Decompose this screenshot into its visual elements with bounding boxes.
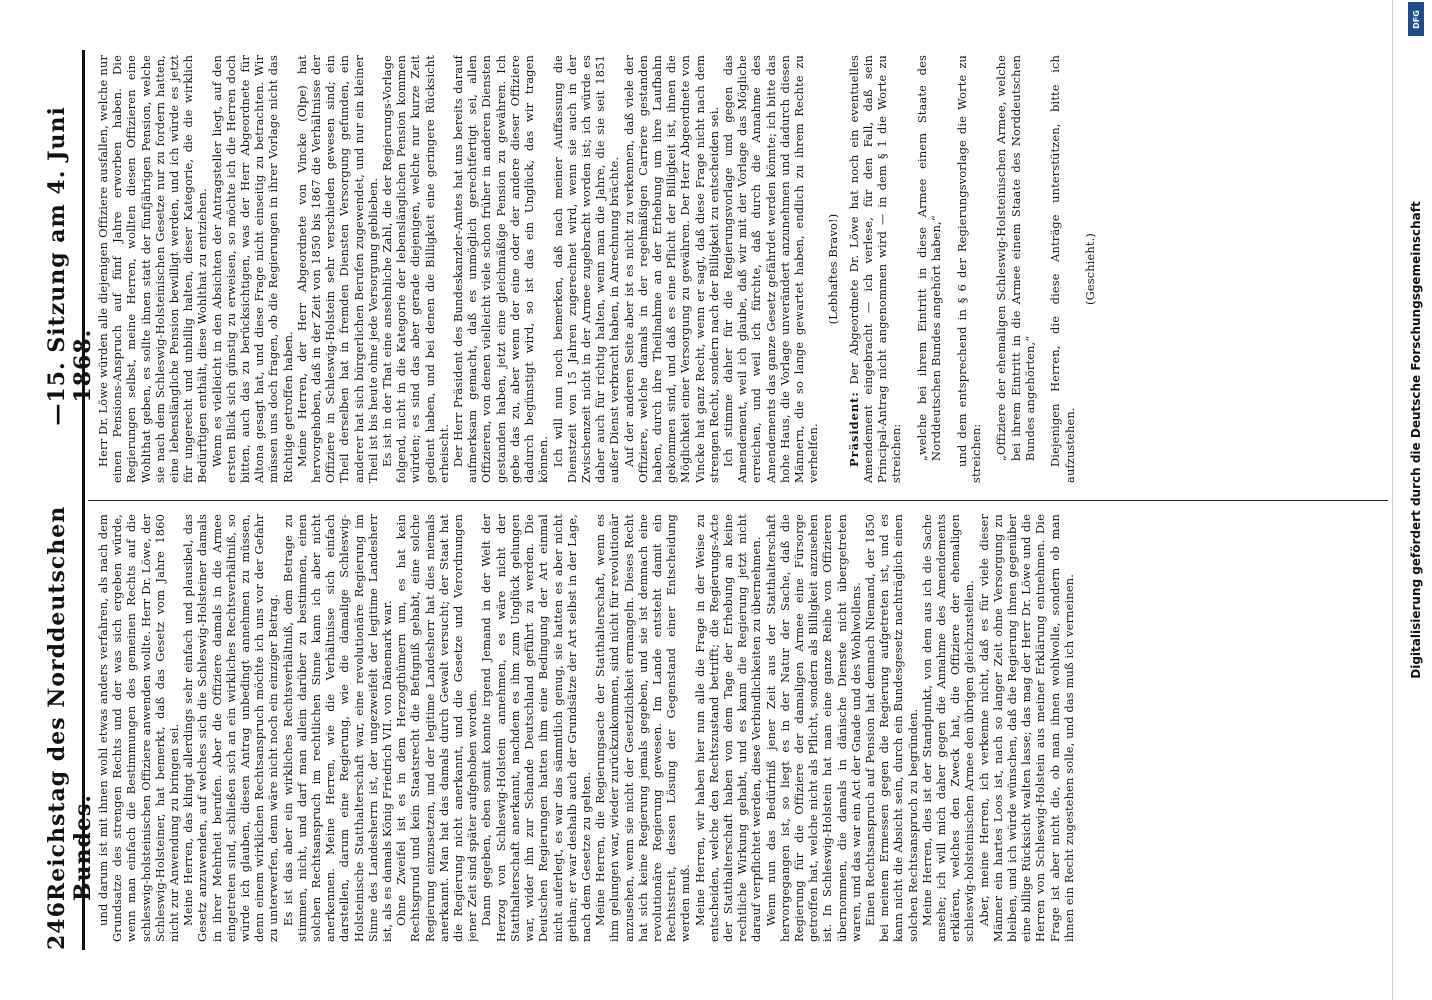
paragraph: Meine Herren, die Regierungsacte der Statthalterschaft, wenn es ihm gelungen war, wieder zurückzukommen, sind nicht für revolutionär anzusehen, wenn sie nicht der Gesetzlichkeit ermangeln. Dieses Recht hat sich keine Regierung jemals gegeben, und sie ist demnach eine revolutionäre Regierung gewesen. Im Lande entsteht damit ein Rechtsstreit, dessen Lösung der Gegenstand einer Entscheidung werden muß. <box>593 514 693 942</box>
speaker-label: Präsident: <box>846 391 861 467</box>
rotated-page <box>36 20 1396 980</box>
paragraph: und darum ist mit ihnen wohl etwas anders verfahren, als nach dem Grundsatze des strengen Rechts und der was sich ergeben würde, wenn man einfach die Bestimmungen des gemeinen Rechts auf die schleswig-holsteinischen Offiziere anwenden wollte. Herr Dr. Löwe, der Schleswig-Holsteiner, hat bemerkt, daß das Gesetz vom Jahre 1860 nicht zur Anwendung zu bringen sei. <box>96 514 182 942</box>
text-column-left <box>96 514 1386 942</box>
closing-note: (Geschieht.) <box>1082 233 1097 306</box>
paragraph: Ich will nun noch bemerken, daß nach meiner Auffassung die Dienstzeit von 15 Jahren zugerechnet wird, wenn sie auch in der Zwischenzeit nicht in der Armee zugebracht worden ist; ich würde es daher auch für richtig halten, wenn man die Jahre, die sie seit 1851 außer Dienst verbracht haben, in Anrechnung brächte. <box>550 55 622 483</box>
paragraph: Meine Herren, dies ist der Standpunkt, von dem aus ich die Sache ansehe; ich will mich daher gegen die Annahme des Amendements erklären, welches den Zweck hat, die Offiziere der ehemaligen schleswig-holsteinischen Armee den übrigen gleichzustellen. <box>919 514 977 942</box>
paragraph: Es ist in der That eine ansehnliche Zahl, die der Regierungs-Vorlage folgend, nicht in die Kategorie der lebenslänglichen Pension kommen würden; es sind das aber gerade diejenigen, welche nur kurze Zeit gedient haben, und bei denen die Billigkeit eine geringere Rücksicht erheischt. <box>380 55 451 483</box>
scan-edge-line <box>1392 0 1393 1000</box>
paragraph: und dem entsprechend in § 6 der Regierungsvorlage die Worte zu streichen: <box>954 55 983 483</box>
paragraph: Auf der anderen Seite aber ist es nicht zu verkennen, daß viele der Offiziere, welche damals in der regelmäßigen Carriere gestanden haben, durch ihre Theilnahme an der Erhebung um ihre Laufbahn gekommen sind, und daß es eine Pflicht der Billigkeit ist, ihnen die Möglichkeit einer Versorgung zu gewähren. Der Herr Abgeordnete von Vincke hat ganz Recht, wenn er sagt, daß diese Frage nicht nach dem strengen Recht, sondern nach der Billigkeit zu entscheiden sei. <box>621 55 721 483</box>
quoted-amendment: „welche bei ihrem Eintritt in diese Armee einem Staate des Norddeutschen Bundes angehört haben,“ <box>914 55 943 461</box>
paragraph: Ohne Zweifel ist es in dem Herzogthümern um, es hat kein Rechtsgrund und kein Staatsrecht die Befugniß gehabt, eine solche Regierung einzusetzen, und der legitime Landesherr hat dies niemals anerkannt. Man hat das damals durch Gewalt versucht; der Staat hat die Regierung nicht anerkannt, und die Gesetze und Verordnungen jener Zeit sind später aufgehoben worden. <box>394 514 480 942</box>
page-number: 246 <box>44 901 70 950</box>
paragraph: Dann gegeben, eben somit konnte irgend Jemand in der Welt der Herzog von Schleswig-Holstein annehmen, es wäre nicht der Statthalterschaft anerkannt, nachdem es ihm zum Unglück gelungen war, wider ihn zur Schande Deutschland geführt zu werden. Die Deutschen Regierungen hatten ihm eine Bedingung der Art einmal nicht auferlegt, es war das sämmtlich genug, sie hatten es aber nicht gethan; er war deshalb auch der Grundsätze der Art selbst in der Lage, nach dem Gesetze zu gelten. <box>479 514 593 942</box>
column-divider <box>88 500 1388 501</box>
president-paragraph <box>847 55 904 483</box>
text-column-right <box>96 55 1386 483</box>
paragraph: Herr Dr. Löwe würden alle diejenigen Offiziere ausfallen, welche nur einen Pensions-Anspruch auf fünf Jahre erworben haben. Die Regierungen selbst, meine Herren, wollten diesen Offizieren eine Wohlthat geben, es sollte ihnen statt der fünfjährigen Pension, welche sie nach dem Schleswig-Holsteinischen Gesetze nur zu fordern hatten, eine lebenslängliche Pension bewilligt werden, und ich würde es jetzt für ungerecht und unbillig halten, dieser Kategorie, die die wirklich Bedürftigen enthält, diese Wohlthat zu entziehen. <box>96 55 210 483</box>
president-text: Der Abgeordnete Dr. Löwe hat noch ein eventuelles Amendement eingebracht — ich verlese, für den Fall, daß sein Principal-Antrag nicht angenommen wird — in dem § 1 die Worte zu streichen: <box>846 55 904 483</box>
credit-text: Digitalisierung gefördert durch die Deutsche Forschungsgemeinschaft <box>1409 201 1423 679</box>
paragraph: Meine Herren, das klingt allerdings sehr einfach und plausibel, das Gesetz anzuwenden, auf welches sich die Schleswig-Holsteiner damals in ihrer Mehrheit berufen. Aber die Offiziere damals in die Armee eingetreten sind, schließen sich an ein wirkliches Rechtsverhältniß, so würde ich glauben, diesen Antrag unbedingt annehmen zu müssen, denn einem wirklichen Rechtsanspruch möchte ich uns vor der Gefahr zu unterwerfen, denn wäre nicht noch ein einziger Betrag. <box>181 514 281 942</box>
paragraph: Es ist das aber ein wirkliches Rechtsverhältniß, dem Betrage zu stimmen, nicht, und darf man allein darüber zu bestimmen, einen solchen Rechtsanspruch im rechtlichen Sinne kann ich aber nicht anerkennen. Meine Herren, wie die Verhältnisse sich einfach darstellen, darum eine Regierung, wie die damalige Schleswig-Holsteinische Statthalterschaft war, eine revolutionäre Regierung im Sinne des Landesherrn ist, der ungezweifelt der legitime Landesherr ist, als es damals König Friedrich VII. von Dänemark war. <box>280 514 395 942</box>
paragraph: Der Herr Präsident des Bundeskanzler-Amtes hat uns bereits darauf aufmerksam gemacht, daß es unmöglich gerechtfertigt sei, allen Offizieren, von denen vielleicht viele schon früher in anderen Diensten gestanden haben, jetzt eine gleichmäßige Pension zu gewähren. Ich gebe das zu, aber wenn der eine oder der andere dieser Offiziere dadurch begünstigt wird, so ist das ein Unglück, das wir tragen können. <box>451 55 551 483</box>
paragraph: Meine Herren, der Herr Abgeordnete von Vincke (Olpe) hat hervorgehoben, daß in der Zeit von 1850 bis 1867 die Verhältnisse der Offiziere in Schleswig-Holstein sehr verschieden gewesen sind; ein Theil derselben hat in fremden Diensten Versorgung gefunden, ein anderer hat sich bürgerlichen Berufen zugewendet, und nur ein kleiner Theil ist bis heute ohne jede Versorgung geblieben. <box>294 55 380 483</box>
applause-note: (Lebhaftes Bravo!) <box>826 213 841 325</box>
quoted-amendment: „Offiziere der ehemaligen Schleswig-Holsteinischen Armee, welche bei ihrem Eintritt in die Armee einem Staate des Norddeutschen Bundes angehörten,“ <box>994 55 1037 461</box>
paragraph: Wenn es vielleicht in den Absichten der Antragsteller liegt, auf den ersten Blick sich günstig zu erweisen, so möchte ich die Herren doch bitten, auch das zu berücksichtigen, was der Herr Abgeordnete für Altona gesagt hat, und diese Frage nicht einseitig zu betrachten. Wir müssen uns doch fragen, ob die Regierungen in ihrer Vorlage nicht das Richtige getroffen haben. <box>209 55 295 483</box>
paragraph: Meine Herren, wir haben hier nun alle die Frage in der Weise zu entscheiden, welche den Rechtszustand betrifft; die Regierungs-Acte der Statthalterschaft haben von dem Tage der Erhebung an keine rechtliche Wirkung gehabt, und es kann die Regierung jetzt nicht darauf verpflichtet werden, diese Verbindlichkeiten zu übernehmen. <box>692 514 764 942</box>
header-separator: — <box>44 402 70 426</box>
dfg-logo-text: DFG <box>1411 9 1421 29</box>
running-head <box>44 50 96 950</box>
header-rule <box>82 50 85 950</box>
paragraph: Diejenigen Herren, die diese Anträge unterstützen, bitte ich aufzustehen. <box>1048 55 1077 483</box>
header-left-title: Reichstag des Norddeutschen Bundes. <box>44 505 96 902</box>
paragraph: Wenn nun das Bedürfniß jener Zeit aus der Statthalterschaft hervorgegangen ist, so liegt es in der Natur der Sache, daß die Regierung für die Offiziere der damaligen Armee eine Fürsorge getroffen hat, welche nicht als Pflicht, sondern als Billigkeit anzusehen ist. In Schleswig-Holstein hat man eine ganze Reihe von Offizieren übernommen, die damals in dänische Dienste nicht übergetreten waren, und das war ein Act der Gnade und des Wohlwollens. <box>763 514 863 942</box>
paragraph: Ich stimme daher für die Regierungsvorlage und gegen das Amendement, weil ich glaube, daß wir mit der Vorlage das Mögliche erreichen, und weil ich fürchte, daß durch die Annahme des Amendements das ganze Gesetz gefährdet werden könnte; ich bitte das hohe Haus, die Vorlage unverändert anzunehmen und dadurch diesen Männern, die so lange gewartet haben, endlich zu ihrem Rechte zu verhelfen. <box>720 55 821 483</box>
paragraph: Aber, meine Herren, ich verkenne nicht, daß es für viele dieser Männer ein hartes Loos ist, nach so langer Zeit ohne Versorgung zu bleiben, und ich würde wünschen, daß die Regierung ihnen gegenüber eine billige Rücksicht walten lasse; das mag der Herr Dr. Löwe und die Herren von Schleswig-Holstein aus meiner Erklärung entnehmen. Die Frage ist aber nicht die, ob man ihnen wohlwolle, sondern ob man ihnen ein Recht zugestehen solle, und das muß ich verneinen. <box>976 514 1076 942</box>
paragraph: Einen Rechtsanspruch auf Pension hat demnach Niemand, der 1850 bei meinem Ermessen gegen die Regierung aufgetreten ist, und es kann nicht die Absicht sein, durch ein Bundesgesetz nachträglich einen solchen Rechtsanspruch zu begründen. <box>862 514 920 942</box>
dfg-logo <box>1408 2 1424 36</box>
credit-strip <box>1400 0 1432 1000</box>
header-right-title: 15. Sitzung am 4. Juni 1868. <box>44 106 96 403</box>
